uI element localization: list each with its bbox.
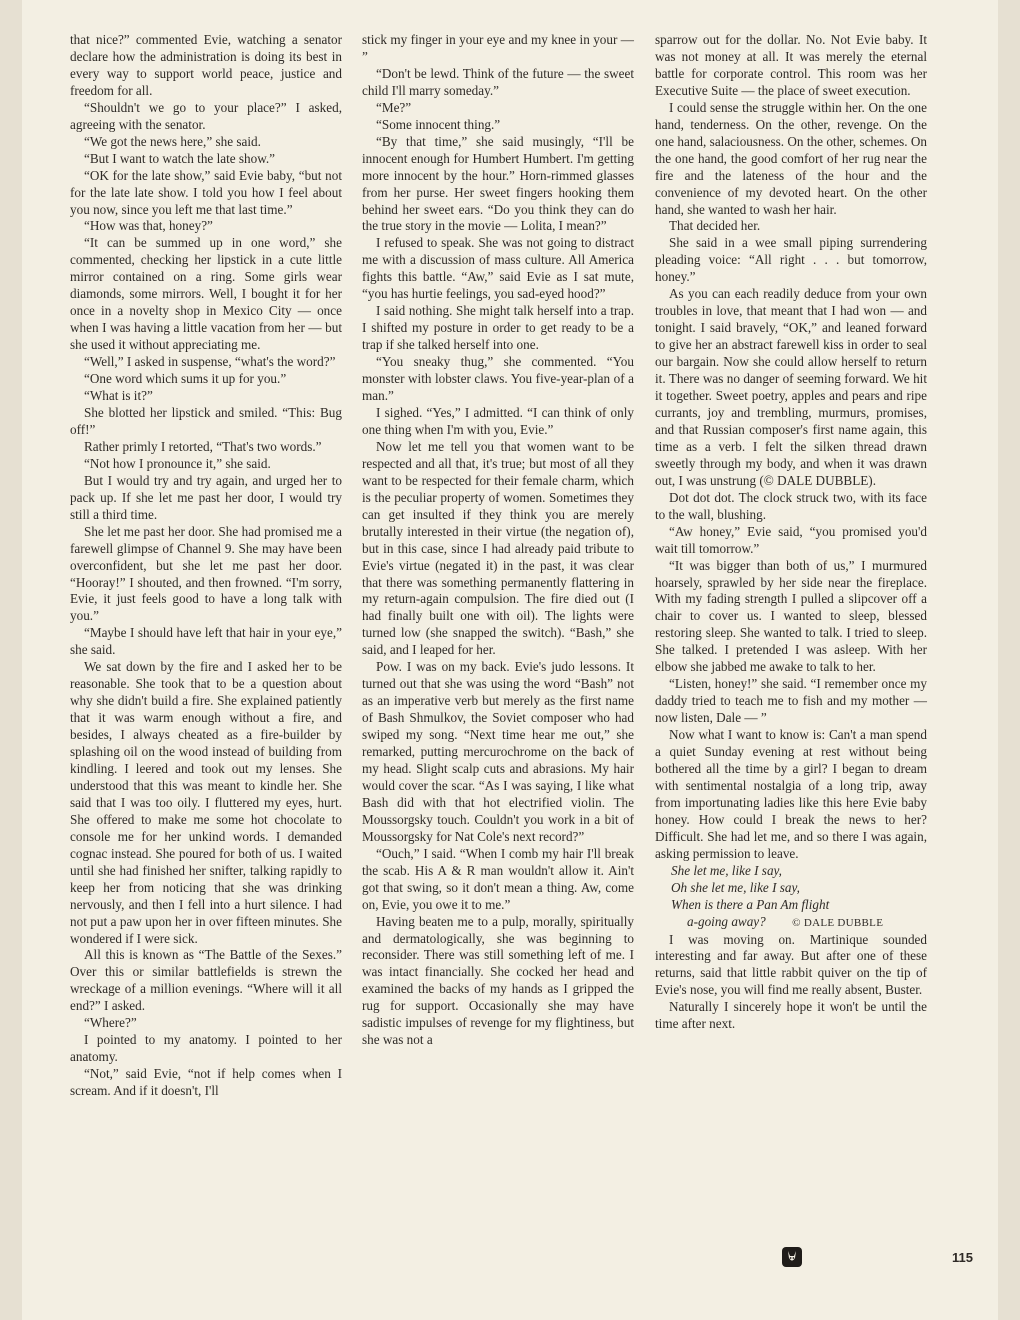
paragraph-text: As you can each readily deduce from your own troubles in love, that meant that I had won — and tonight. I said bravely, “OK,” and leaned forward to give her an abstract farewell kiss in order to seal our bargain. Now she could allow herself to return it. There was no danger of seeming forward. We hit it together. Sweet poetry, apples and pears and ripe currants, joy and trembling, murmurs, promises, and that Russian composer's first name again, this time as a verb. I felt the silken thread drawn sweetly through my body, and when it was drawn out, I was unstrung (© DALE DUBBLE). xyxy=(655,286,927,488)
paragraph-text: “You sneaky thug,” she commented. “You monster with lobster claws. You five-year-plan of a man.” xyxy=(362,354,634,404)
paragraph xyxy=(70,388,342,405)
paragraph xyxy=(655,32,927,100)
paragraph-text: Dot dot dot. The clock struck two, with its face to the wall, blushing. xyxy=(655,489,927,522)
paragraph-text: “It was bigger than both of us,” I murmured hoarsely, sprawled by her side near the fireplace. With my fading strength I pulled a slipcover off a chair to cover us. I wanted to sleep, blessed restoring sleep. She wanted to talk. I tried to sleep. She talked. I pretended I was asleep. With her elbow she jabbed me awake to talk to her. xyxy=(655,557,927,675)
paragraph-text: She let me, like I say, xyxy=(671,862,782,878)
paragraph-text: I refused to speak. She was not going to distract me with a discussion of mass culture. All America fights this battle. “Aw,” said Evie as I sat mute, “you has hurtie feelings, you sad-eyed hood?” xyxy=(362,235,634,302)
paragraph xyxy=(70,371,342,388)
paragraph xyxy=(655,676,927,727)
paragraph-text: “Ouch,” I said. “When I comb my hair I'll break the scab. His A & R man wouldn't allow it. Ain't got that swing, so it don't mean a thing. Aw, come on, Evie, you owe it to me.” xyxy=(362,845,634,912)
paragraph-text: “OK for the late show,” said Evie baby, “but not for the late late show. I told you how I feel about you now, since you left me that last time.” xyxy=(70,167,342,217)
paragraph xyxy=(362,100,634,117)
paragraph xyxy=(362,134,634,236)
verse-line xyxy=(655,897,927,914)
paragraph-text: When is there a Pan Am flight xyxy=(671,896,830,912)
paragraph xyxy=(655,235,927,286)
paragraph xyxy=(362,66,634,100)
paragraph-text: “Well,” I asked in suspense, “what's the word?” xyxy=(84,354,336,370)
paragraph xyxy=(70,235,342,354)
paragraph-text: She let me past her door. She had promised me a farewell glimpse of Channel 9. She may have been overconfident, but she let me past her door. “Hooray!” I shouted, and then frowned. “I'm sorry, Evie, it just feels good to have a long talk with you.” xyxy=(70,523,342,624)
paragraph xyxy=(362,303,634,354)
paragraph xyxy=(655,932,927,1000)
paragraph-text: She said in a wee small piping surrendering pleading voice: “All right . . . but tomorrow, honey.” xyxy=(655,235,927,285)
paragraph xyxy=(70,473,342,524)
paragraph xyxy=(655,558,927,677)
paragraph-text: “What is it?” xyxy=(84,388,153,404)
paragraph xyxy=(362,32,634,66)
paragraph-text: “Aw honey,” Evie said, “you promised you'd wait till tomorrow.” xyxy=(655,523,927,556)
paragraph xyxy=(70,1032,342,1066)
paragraph-text: “We got the news here,” she said. xyxy=(84,133,261,149)
paragraph xyxy=(70,524,342,626)
paragraph xyxy=(362,405,634,439)
paragraph-text: “Not how I pronounce it,” she said. xyxy=(84,455,271,471)
paragraph-text: “Listen, honey!” she said. “I remember once my daddy tried to teach me to fish and my mother — now listen, Dale — ” xyxy=(655,676,927,726)
paragraph xyxy=(70,218,342,235)
paragraph xyxy=(362,235,634,303)
paragraph-text: “Some innocent thing.” xyxy=(376,116,501,132)
paragraph-text: “But I want to watch the late show.” xyxy=(84,150,276,166)
paragraph-text: “Don't be lewd. Think of the future — the sweet child I'll marry someday.” xyxy=(362,65,634,98)
paragraph xyxy=(70,405,342,439)
paragraph xyxy=(70,354,342,371)
copyright-credit: © DALE DUBBLE xyxy=(792,916,884,929)
paragraph xyxy=(362,117,634,134)
paragraph xyxy=(70,134,342,151)
paragraph-text: We sat down by the fire and I asked her to be reasonable. She took that to be a question about why she didn't build a fire. She explained patiently that it was warm enough without a fire, and besides, I always cheated as a fire-builder by splashing oil on the wood instead of building from kindling. I leered and took out my lenses. She understood that this was meant to kindle her. She said that I was too oily. I fluttered my eyes, hurt. She offered to make me some hot chocolate to console me for her unkind words. I demanded cognac instead. She poured for both of us. I waited until she had finished her snifter, talking rapidly to keep her from noticing that she was drinking nervously, and then I fell into a hurt silence. I had not put a paw upon her in over fifteen minutes. She wondered if I were sick. xyxy=(70,659,342,946)
paragraph xyxy=(655,999,927,1033)
paragraph-text: She blotted her lipstick and smiled. “This: Bug off!” xyxy=(70,404,342,437)
paragraph xyxy=(362,659,634,845)
paragraph-text: Pow. I was on my back. Evie's judo lessons. It turned out that she was using the word “Bash” not as an imperative verb but merely as the first name of Bash Shmulkov, the Soviet composer who had swiped my song. “Next time hear me out,” she remarked, putting mercurochrome on the back of my head. Slight scalp cuts and abrasions. My hair would cover the scar. “As I was saying, I like what Bash did with that hot electrified violin. The Moussorgsky touch. Couldn't you work in a bit of Moussorgsky for Nat Cole's next record?” xyxy=(362,659,634,844)
text-column-3 xyxy=(655,32,927,1033)
paragraph xyxy=(70,947,342,1015)
paragraph xyxy=(362,846,634,914)
paragraph xyxy=(655,286,927,489)
paragraph-text: That decided her. xyxy=(669,218,761,234)
paragraph xyxy=(362,914,634,1050)
magazine-page xyxy=(22,0,998,1320)
verse-line xyxy=(655,863,927,880)
paragraph-text: that nice?” commented Evie, watching a senator declare how the administration is doing its best in every way to support world peace, justice and freedom for all. xyxy=(70,32,342,98)
paragraph xyxy=(362,439,634,659)
paragraph-text: Now what I want to know is: Can't a man spend a quiet Sunday evening at rest without being bothered all the time by a girl? I began to dream with sentimental nostalgia of a long trip, away from importunating ladies like this here Evie baby honey. How could I break the news to her? Difficult. She had let me, and so there I was again, asking permission to leave. xyxy=(655,727,927,861)
paragraph-text: I was moving on. Martinique sounded interesting and far away. But after one of these returns, said that little rabbit quiver on the tip of Evie's nose, you will find me really absent, Buster. xyxy=(655,931,927,998)
paragraph xyxy=(70,439,342,456)
paragraph xyxy=(70,659,342,947)
text-column-1 xyxy=(70,32,342,1100)
paragraph xyxy=(70,625,342,659)
paragraph-text: “Where?” xyxy=(84,1015,137,1031)
paragraph-text: Having beaten me to a pulp, morally, spiritually and dermatologically, she was beginning to reconsider. There was still something left of me. I was intact financially. She cocked her head and examined the backs of my hands as I gripped the rug for support. Occasionally she may have sadistic impulses of revenge for my flightiness, but she was not a xyxy=(362,913,634,1048)
paragraph-text: “One word which sums it up for you.” xyxy=(84,371,287,387)
paragraph-text: “Not,” said Evie, “not if help comes when I scream. And if it doesn't, I'll xyxy=(70,1066,342,1099)
rabbit-head-icon xyxy=(782,1247,802,1267)
paragraph xyxy=(655,727,927,863)
paragraph-text: stick my finger in your eye and my knee in your — ” xyxy=(362,32,634,64)
paragraph xyxy=(655,490,927,524)
verse-line xyxy=(655,914,927,932)
paragraph-text: “By that time,” she said musingly, “I'll be innocent enough for Humbert Humbert. I'm getting more innocent by the hour.” Horn-rimmed glasses from her purse. Her sweet fingers hooking them behind her sweet ears. “Do you think they can do the true story in the movie — Lolita, I mean?” xyxy=(362,133,634,234)
paragraph-text: I sighed. “Yes,” I admitted. “I can think of only one thing when I'm with you, Evie.” xyxy=(362,404,634,437)
paragraph xyxy=(655,100,927,219)
paragraph-text: “It can be summed up in one word,” she commented, checking her lipstick in a cute little mirror contained on a ring. Some girls wear diamonds, some mirrors. Well, I bought it for her once in a novelty shop in Mexico City — once when I was having a little vacation from her — but she used it without appreciating me. xyxy=(70,235,342,353)
paragraph xyxy=(362,354,634,405)
paragraph-text: Rather primly I retorted, “That's two words.” xyxy=(84,438,322,454)
paragraph-text: a-going away? xyxy=(687,913,766,929)
paragraph xyxy=(70,1066,342,1100)
paragraph xyxy=(70,32,342,100)
paragraph-text: Oh she let me, like I say, xyxy=(671,879,800,895)
paragraph xyxy=(70,168,342,219)
paragraph-text: I said nothing. She might talk herself into a trap. I shifted my posture in order to get ready to be a trap if she talked herself into one. xyxy=(362,303,634,353)
paragraph xyxy=(70,151,342,168)
paragraph xyxy=(655,218,927,235)
paragraph-text: But I would try and try again, and urged her to pack up. If she let me past her door, I would try still a third time. xyxy=(70,472,342,522)
paragraph xyxy=(655,524,927,558)
paragraph-text: All this is known as “The Battle of the Sexes.” Over this or similar battlefields is strewn the wreckage of a million evenings. “Where will it all end?” I asked. xyxy=(70,947,342,1014)
paragraph-text: Naturally I sincerely hope it won't be until the time after next. xyxy=(655,999,927,1032)
paragraph-text: sparrow out for the dollar. No. Not Evie baby. It was not money at all. It was merely the eternal battle for corporate control. This room was her Executive Suite — the place of sweet execution. xyxy=(655,32,927,98)
paragraph-text: “Me?” xyxy=(376,99,412,115)
text-column-2 xyxy=(362,32,634,1049)
page-number: 115 xyxy=(952,1250,973,1265)
paragraph-text: Now let me tell you that women want to be respected and all that, it's true; but most of all they want to be respected for their female charm, which is the peculiar property of women. Sometimes they can get insulted if they think you are merely brutally interested in their virtue (the negation of), but in this case, since I had already paid tribute to Evie's virtue (negated it) in the past, it was clear that there was something permanently flattering in my return-again compulsion. The fire died out (I had finally built one with oil). The lights were turned low (she snapped the switch). “Bash,” she said, and I leaped for her. xyxy=(362,438,634,658)
paragraph xyxy=(70,456,342,473)
paragraph-text: “Maybe I should have left that hair in your eye,” she said. xyxy=(70,625,342,658)
paragraph xyxy=(70,100,342,134)
paragraph-text: “Shouldn't we go to your place?” I asked, agreeing with the senator. xyxy=(70,99,342,132)
paragraph-text: “How was that, honey?” xyxy=(84,218,213,234)
verse-line xyxy=(655,880,927,897)
paragraph xyxy=(70,1015,342,1032)
paragraph-text: I pointed to my anatomy. I pointed to her anatomy. xyxy=(70,1032,342,1065)
paragraph-text: I could sense the struggle within her. On the one hand, tenderness. On the other, revenge. On the one hand, salaciousness. On the other, schemes. On the one hand, the good comfort of her rug near the fire and the lateness of the hour and the convenience of my devoted heart. On the other hand, she wanted to wash her hair. xyxy=(655,99,927,217)
